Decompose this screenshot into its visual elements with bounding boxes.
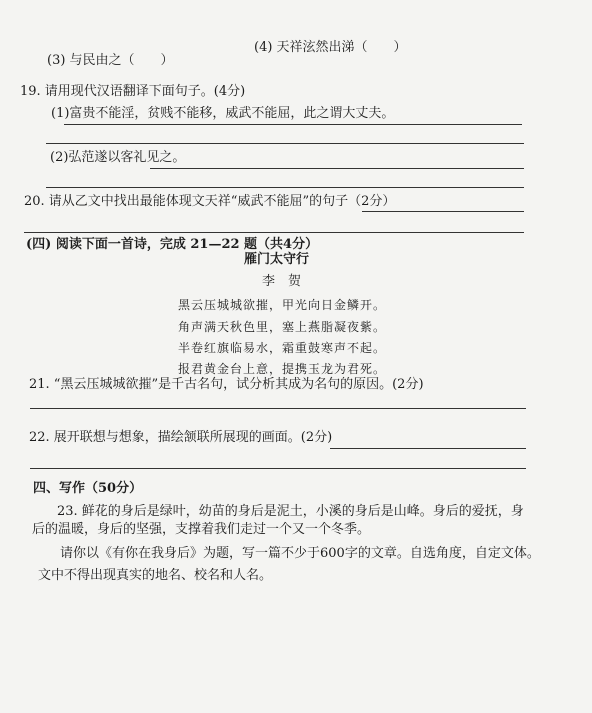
q19-sentence-1: (1)富贵不能淫，贫贱不能移，威武不能屈，此之谓大丈夫。 xyxy=(51,106,395,121)
writing-prompt-line-2: 后的温暖，身后的坚强，支撑着我们走过一个又一个冬季。 xyxy=(32,522,371,537)
q22-prompt: 22. 展开联想与想象，描绘颔联所展现的画面。(2分) xyxy=(29,430,333,445)
q18-option-4: (4) 天祥泫然出涕（ ） xyxy=(254,40,407,55)
q19-sentence-2: (2)弘范遂以客礼见之。 xyxy=(50,150,186,165)
writing-prompt-line-3: 请你以《有你在我身后》为题，写一篇不少于600字的文章。自选角度，自定文体。 xyxy=(60,546,540,561)
q19-prompt: 19. 请用现代汉语翻译下面句子。(4分) xyxy=(20,84,246,99)
answer-line xyxy=(30,408,526,409)
section-heading-4: (四) 阅读下面一首诗，完成 21—22 题（共4分） xyxy=(26,237,319,252)
poem-line: 半卷红旗临易水，霜重鼓寒声不起。 xyxy=(178,341,387,355)
writing-prompt-line-1: 23. 鲜花的身后是绿叶，幼苗的身后是泥土，小溪的身后是山峰。身后的爱抚，身 xyxy=(57,504,524,519)
poem-line: 黑云压城城欲摧，甲光向日金鳞开。 xyxy=(178,298,387,312)
q18-option-3: (3) 与民由之（ ） xyxy=(47,53,174,68)
poem-author: 李 贺 xyxy=(262,274,302,289)
poem-line: 报君黄金台上意，提携玉龙为君死。 xyxy=(178,362,387,376)
answer-line xyxy=(64,124,522,125)
answer-line xyxy=(24,232,524,233)
answer-line xyxy=(150,168,524,169)
q20-prompt: 20. 请从乙文中找出最能体现文天祥“威武不能屈”的句子（2分） xyxy=(24,194,396,209)
poem-title: 雁门太守行 xyxy=(244,252,310,267)
answer-line xyxy=(330,448,526,449)
writing-heading: 四、写作（50分） xyxy=(33,481,143,496)
answer-line xyxy=(46,143,524,144)
answer-line xyxy=(30,468,526,469)
poem-line: 角声满天秋色里，塞上燕脂凝夜紫。 xyxy=(178,320,387,334)
writing-prompt-line-4: 文中不得出现真实的地名、校名和人名。 xyxy=(38,568,273,583)
answer-line xyxy=(46,187,524,188)
answer-line xyxy=(362,211,524,212)
q21-prompt: 21. “黑云压城城欲摧”是千古名句，试分析其成为名句的原因。(2分) xyxy=(29,377,424,392)
